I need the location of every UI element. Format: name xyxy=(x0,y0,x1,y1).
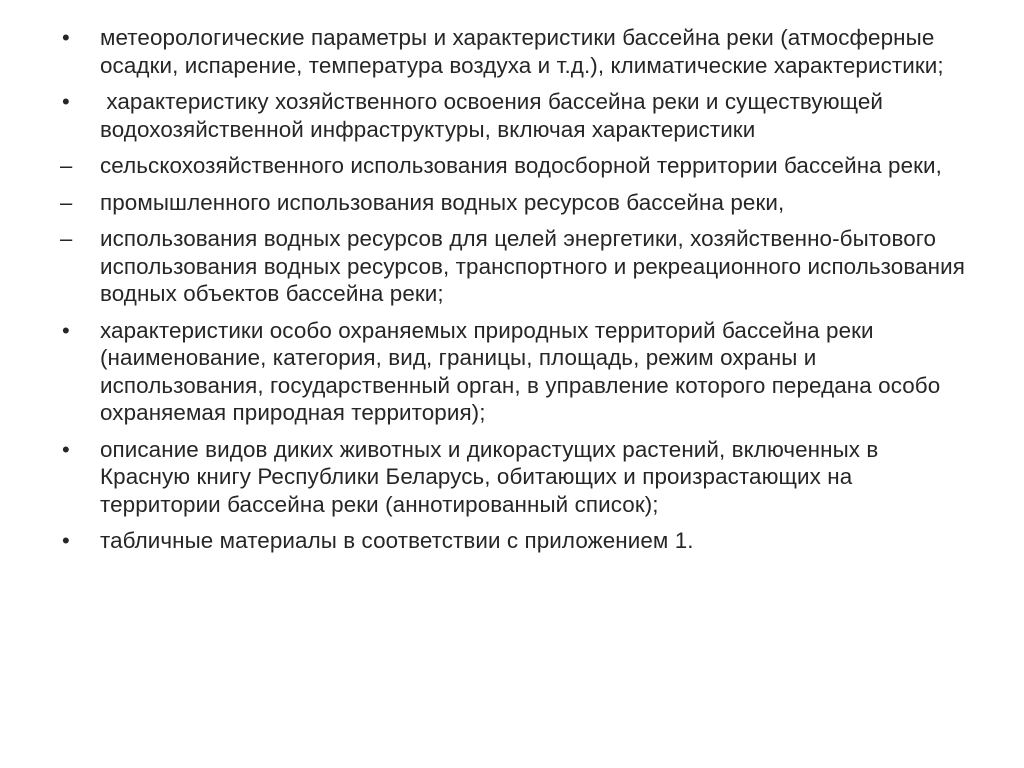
list-item-text: использования водных ресурсов для целей энергетики, хозяйственно-бытового использования водных ресурсов, транспортного и рекреационного использования водных объектов бассейна реки; xyxy=(100,226,965,306)
dash-marker: – xyxy=(60,226,73,251)
dash-marker: – xyxy=(60,189,73,215)
list-item-text: характеристики особо охраняемых природных территорий бассейна реки (наименование, категория, вид, границы, площадь, режим охраны и использования, государственный орган, в управление которого передана особо охраняемая природная территория); xyxy=(100,317,941,425)
dash-marker: – xyxy=(60,153,73,178)
list-item-text: описание видов диких животных и дикорастущих растений, включенных в Красную книгу Республики Беларусь, обитающих и произрастающих на территории бассейна реки (аннотированный список); xyxy=(100,436,879,517)
list-item-text: табличные материалы в соответствии с приложением 1. xyxy=(100,528,694,553)
bullet-list xyxy=(60,24,970,564)
list-item-text: характеристику хозяйственного освоения бассейна реки и существующей водохозяйственной инфраструктуры, включая характеристики xyxy=(100,89,890,142)
list-item-meteorological xyxy=(60,24,970,79)
list-item-industrial-use xyxy=(60,189,970,217)
bullet-marker: • xyxy=(62,25,70,50)
bullet-marker: • xyxy=(62,528,70,553)
bullet-marker: • xyxy=(62,89,70,114)
list-item-agricultural-use xyxy=(60,152,970,180)
list-item-red-book-species xyxy=(60,436,970,519)
list-item-energy-use xyxy=(60,225,970,308)
list-item-tabular-materials xyxy=(60,527,970,555)
list-item-text: сельскохозяйственного использования водосборной территории бассейна реки, xyxy=(100,153,942,178)
bullet-marker: • xyxy=(62,436,70,462)
bullet-marker: • xyxy=(62,317,70,343)
list-item-text: промышленного использования водных ресурсов бассейна реки, xyxy=(100,189,785,215)
list-item-economic-development xyxy=(60,88,970,143)
list-item-text: метеорологические параметры и характеристики бассейна реки (атмосферные осадки, испарение, температура воздуха и т.д.), климатические характеристики; xyxy=(100,25,944,78)
list-item-protected-areas xyxy=(60,317,970,427)
